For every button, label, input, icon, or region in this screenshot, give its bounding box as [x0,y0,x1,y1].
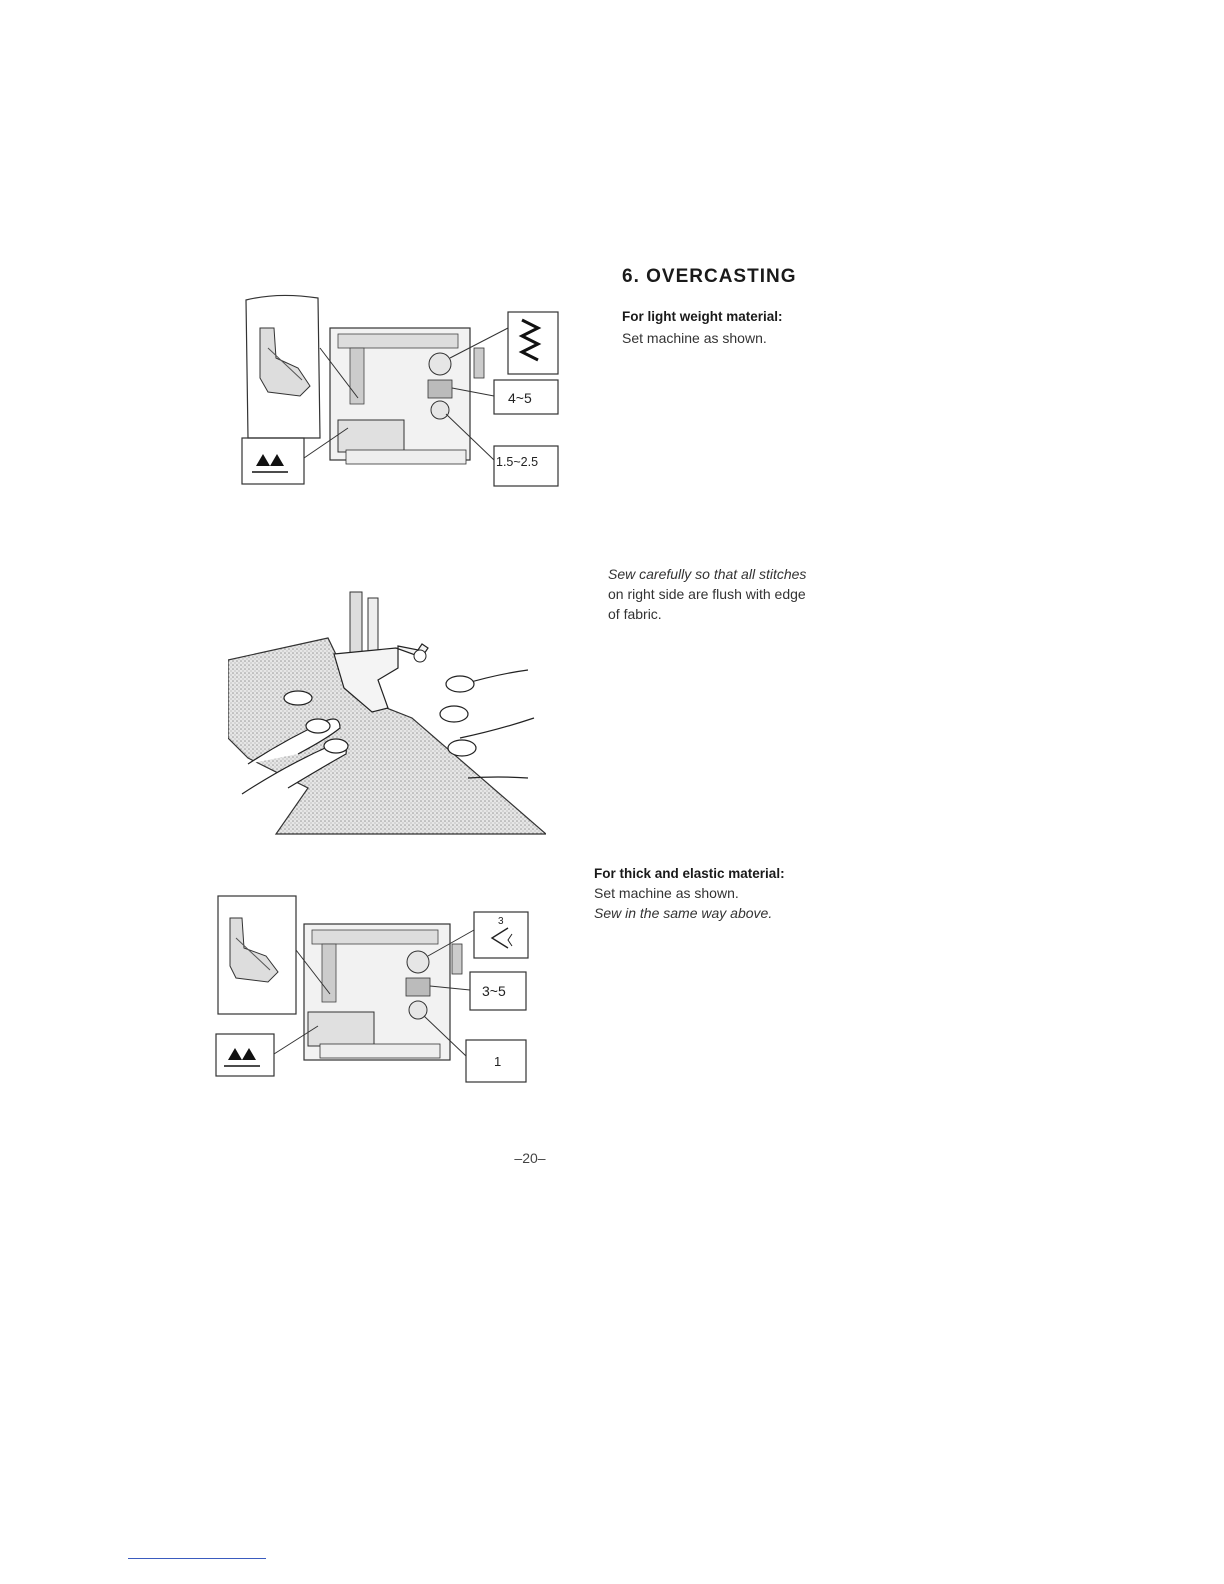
light-material-instruction: Set machine as shown. [622,330,767,346]
section-title: 6. OVERCASTING [622,266,797,287]
thick-material-machine-figure [208,890,538,1090]
sewing-machine [304,924,462,1060]
presser-foot-inset [246,295,320,438]
careful-line-1: Sew carefully so that all stitches [608,566,807,582]
width-setting-value: 4~5 [508,390,532,406]
light-material-machine-figure [238,288,568,498]
width-setting-value: 3~5 [482,983,506,999]
sewing-machine [330,328,484,464]
footer-rule [128,1558,266,1559]
careful-line-3: of fabric. [608,606,662,622]
page-number: –20– [514,1150,546,1166]
length-setting-value: 1.5~2.5 [496,455,539,469]
length-setting-value: 1 [494,1054,502,1069]
sewing-hands-illustration [228,588,546,840]
feed-dog-inset [216,1034,274,1076]
thick-material-heading: For thick and elastic material: [594,866,785,881]
feed-dog-inset [242,438,304,484]
thick-material-instruction-2: Sew in the same way above. [594,905,773,921]
stitch-pattern-inset [474,912,528,958]
thick-material-instruction-1: Set machine as shown. [594,885,739,901]
presser-foot-inset [218,896,296,1014]
light-material-heading: For light weight material: [622,309,783,324]
stitch-pattern-inset [508,312,558,374]
stitch-number: 3 [498,916,504,927]
careful-line-2: on right side are flush with edge [608,586,806,602]
